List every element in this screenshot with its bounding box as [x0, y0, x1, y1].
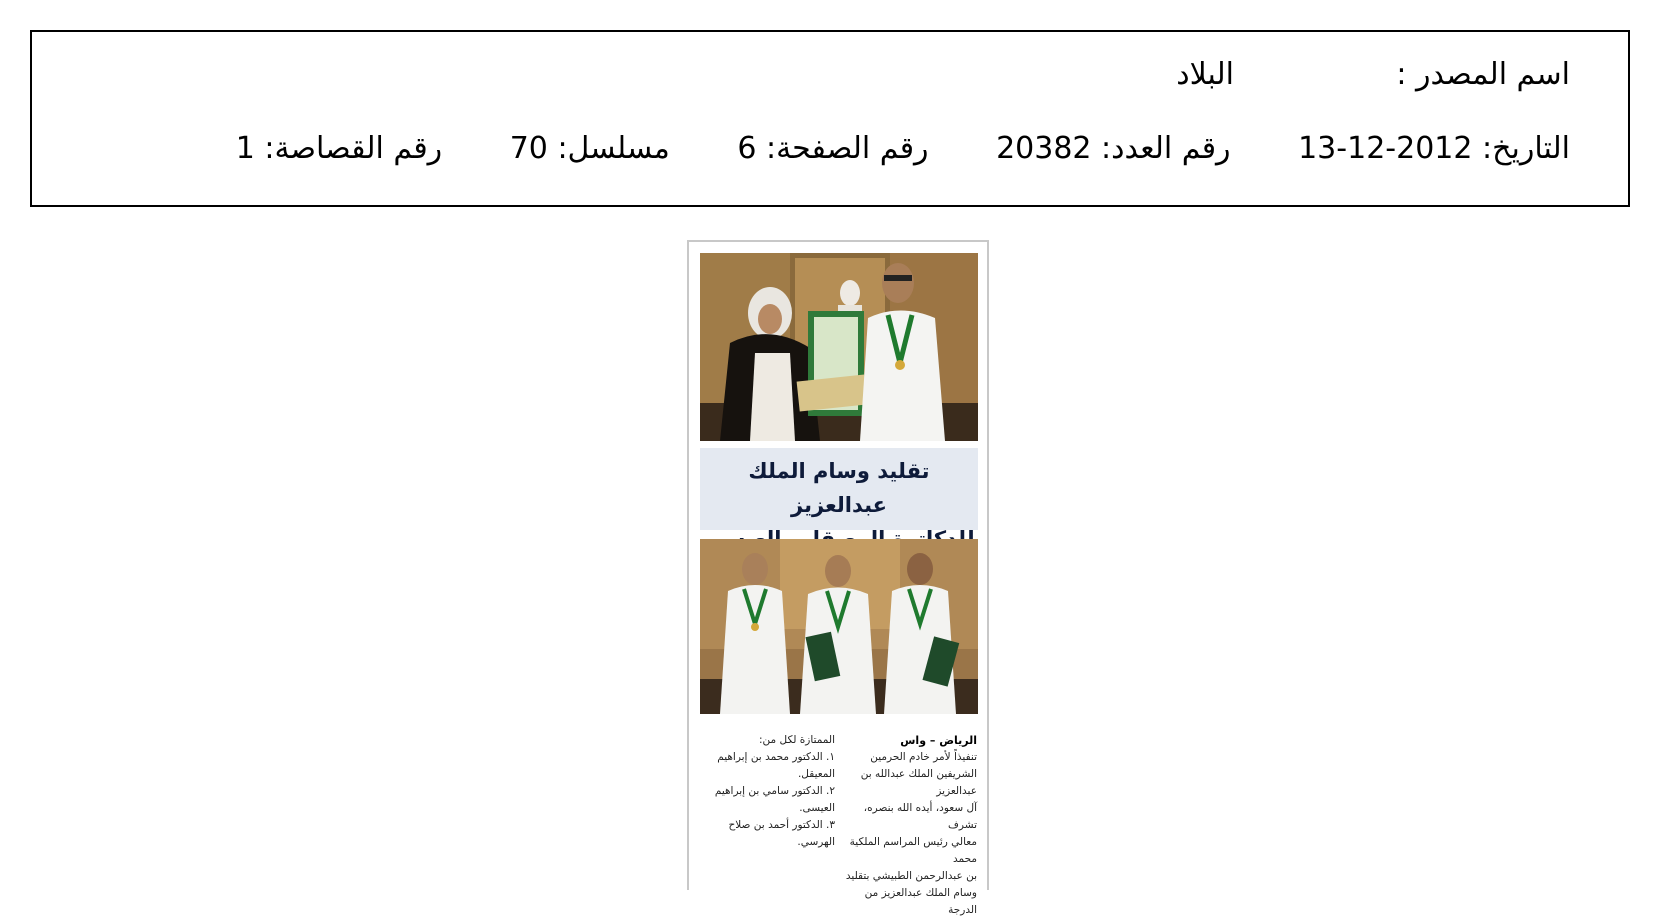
headline: [700, 448, 978, 530]
source-value: البلاد: [1176, 57, 1234, 92]
source-label: اسم المصدر :: [1396, 57, 1570, 92]
article-line: الشريفين الملك عبدالله بن عبدالعزيز: [860, 768, 977, 797]
article-line: العيسى.: [799, 802, 835, 814]
article-line: الممتازة لكل من:: [759, 734, 835, 746]
article-line: ٢. الدكتور سامي بن إبراهيم: [714, 785, 835, 797]
article-line: ٣. الدكتور أحمد بن صلاح: [728, 819, 835, 831]
article-line: بن عبدالرحمن الطبيشي بتقليد: [845, 870, 977, 882]
meta-row: [235, 131, 1570, 166]
serial-number: مسلسل: 70: [509, 131, 670, 166]
award-ceremony-photo: [700, 253, 978, 441]
article-line: معالي رئيس المراسم الملكية محمد: [849, 836, 977, 865]
source-info-box: [30, 30, 1630, 207]
article-column-left: [703, 732, 835, 851]
headline-line-1: تقليد وسام الملك عبدالعزيز: [748, 459, 930, 517]
article-line: آل سعود، أيده الله بنصره، تشرف: [863, 802, 977, 831]
article-line: المعيقل.: [797, 768, 835, 780]
article-line: وسام الملك عبدالعزيز من الدرجة: [864, 887, 977, 916]
issue-number: رقم العدد: 20382: [996, 131, 1231, 166]
doctors-group-photo: [700, 539, 978, 714]
page-number: رقم الصفحة: 6: [737, 131, 929, 166]
dateline: الرياض – واس: [900, 734, 977, 747]
article-line: تنفيذاً لأمر خادم الحرمين: [870, 751, 977, 763]
article-line: الهرسي.: [797, 836, 835, 848]
date-field: التاريخ: 2012-12-13: [1298, 131, 1570, 166]
article-line: ١. الدكتور محمد بن إبراهيم: [717, 751, 835, 763]
clip-number: رقم القصاصة: 1: [235, 131, 443, 166]
newspaper-clipping: [687, 240, 989, 916]
